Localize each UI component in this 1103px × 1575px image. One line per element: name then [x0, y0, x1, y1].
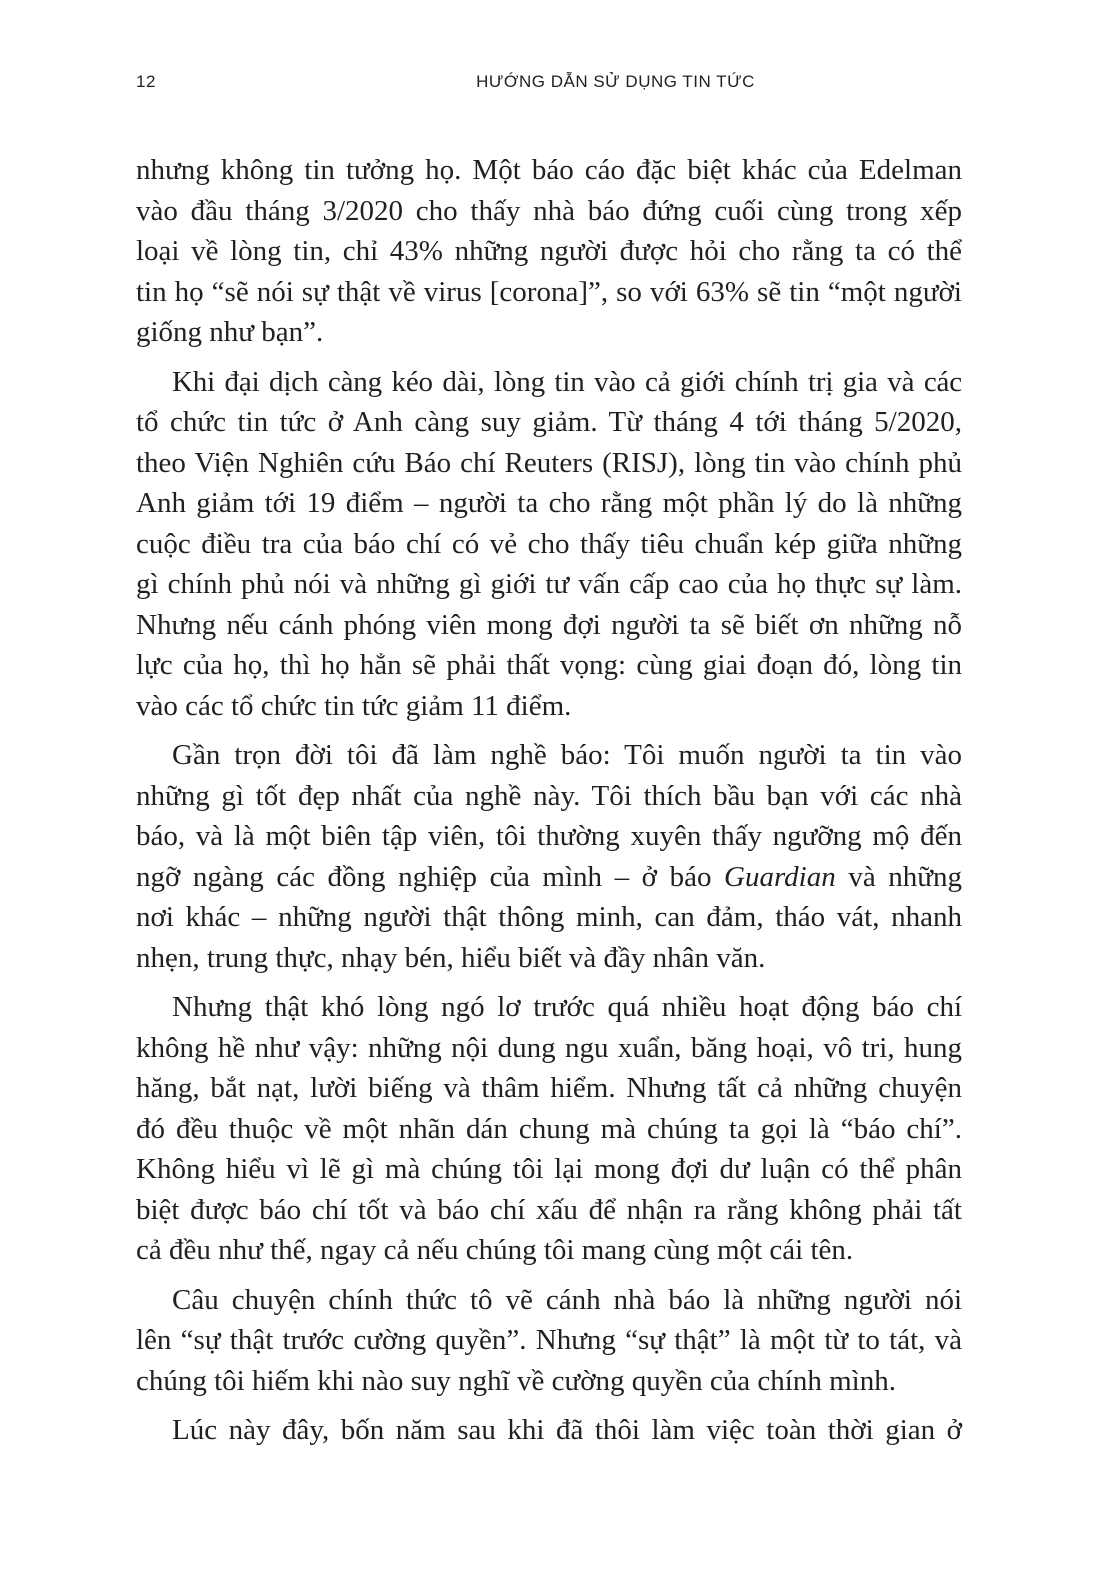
text-line: nơi khác – những người thật thông minh, can đảm, tháo vát, nhanh: [136, 901, 962, 933]
text-line: cuộc điều tra của báo chí có vẻ cho thấy tiêu chuẩn kép giữa những: [136, 527, 962, 560]
text-line: cả đều như thế, ngay cả nếu chúng tôi mang cùng một cái tên.: [136, 1234, 854, 1266]
text-line: báo, và là một biên tập viên, tôi thường xuyên thấy ngưỡng mộ đến: [136, 820, 962, 852]
text-segment: ngỡ ngàng các đồng nghiệp của mình – ở báo: [136, 860, 725, 893]
text-line: những gì tốt đẹp nhất của nghề này. Tôi thích bầu bạn với các nhà: [136, 779, 962, 812]
text-line: lên “sự thật trước cường quyền”. Nhưng “sự thật” là một từ to tát, và: [136, 1324, 962, 1356]
paragraph: [136, 1410, 962, 1451]
text-line: giống như bạn”.: [136, 316, 324, 348]
text-line: không hề như vậy: những nội dung ngu xuẩn, băng hoại, vô tri, hung: [136, 1031, 962, 1064]
paragraph: [136, 1280, 962, 1402]
text-line: tổ chức tin tức ở Anh càng suy giảm. Từ tháng 4 tới tháng 5/2020,: [136, 406, 962, 438]
text-segment: và những: [835, 860, 962, 893]
book-title: HƯỚNG DẪN SỬ DỤNG TIN TỨC: [476, 72, 755, 91]
paragraph: [136, 362, 962, 727]
text-line: gì chính phủ nói và những gì giới tư vấn cấp cao của họ thực sự làm.: [136, 568, 962, 600]
running-head: [136, 72, 963, 98]
paragraph: [136, 987, 962, 1271]
text-line: theo Viện Nghiên cứu Báo chí Reuters (RISJ), lòng tin vào chính phủ: [136, 446, 962, 479]
text-line: Nhưng thật khó lòng ngó lơ trước quá nhiều hoạt động báo chí: [172, 991, 962, 1023]
text-line: vào đầu tháng 3/2020 cho thấy nhà báo đứng cuối cùng trong xếp: [136, 194, 962, 227]
paragraph: [136, 150, 962, 353]
text-line: loại về lòng tin, chỉ 43% những người được hỏi cho rằng ta có thể: [136, 235, 962, 267]
text-line: Khi đại dịch càng kéo dài, lòng tin vào cả giới chính trị gia và các: [172, 365, 962, 398]
newspaper-name: Guardian: [724, 860, 836, 893]
text-line-with-italic: [136, 857, 962, 898]
text-line: biệt được báo chí tốt và báo chí xấu để nhận ra rằng không phải tất: [136, 1193, 962, 1226]
text-line: Nhưng nếu cánh phóng viên mong đợi người ta sẽ biết ơn những nỗ: [136, 608, 962, 641]
text-line: hăng, bắt nạt, lười biếng và thâm hiểm. Nhưng tất cả những chuyện: [136, 1072, 962, 1104]
text-line: nhưng không tin tưởng họ. Một báo cáo đặc biệt khác của Edelman: [136, 154, 962, 186]
text-line: Lúc này đây, bốn năm sau khi đã thôi làm việc toàn thời gian ở: [172, 1414, 962, 1446]
paragraph: [136, 735, 962, 978]
text-line: Gần trọn đời tôi đã làm nghề báo: Tôi muốn người ta tin vào: [172, 739, 962, 771]
page-number: 12: [136, 72, 156, 91]
body-text: [136, 150, 962, 1451]
text-line: nhẹn, trung thực, nhạy bén, hiểu biết và đầy nhân văn.: [136, 941, 766, 974]
text-line: Câu chuyện chính thức tô vẽ cánh nhà báo là những người nói: [172, 1283, 962, 1316]
text-line: lực của họ, thì họ hẳn sẽ phải thất vọng: cùng giai đoạn đó, lòng tin: [136, 649, 962, 681]
text-line: đó đều thuộc về một nhãn dán chung mà chúng ta gọi là “báo chí”.: [136, 1112, 962, 1145]
text-line: tin họ “sẽ nói sự thật về virus [corona]”, so với 63% sẽ tin “một người: [136, 275, 962, 308]
text-line: Anh giảm tới 19 điểm – người ta cho rằng một phần lý do là những: [136, 487, 962, 519]
text-line: chúng tôi hiếm khi nào suy nghĩ về cường quyền của chính mình.: [136, 1364, 896, 1397]
text-line: Không hiểu vì lẽ gì mà chúng tôi lại mong đợi dư luận có thể phân: [136, 1153, 962, 1185]
text-line: vào các tổ chức tin tức giảm 11 điểm.: [136, 689, 572, 722]
